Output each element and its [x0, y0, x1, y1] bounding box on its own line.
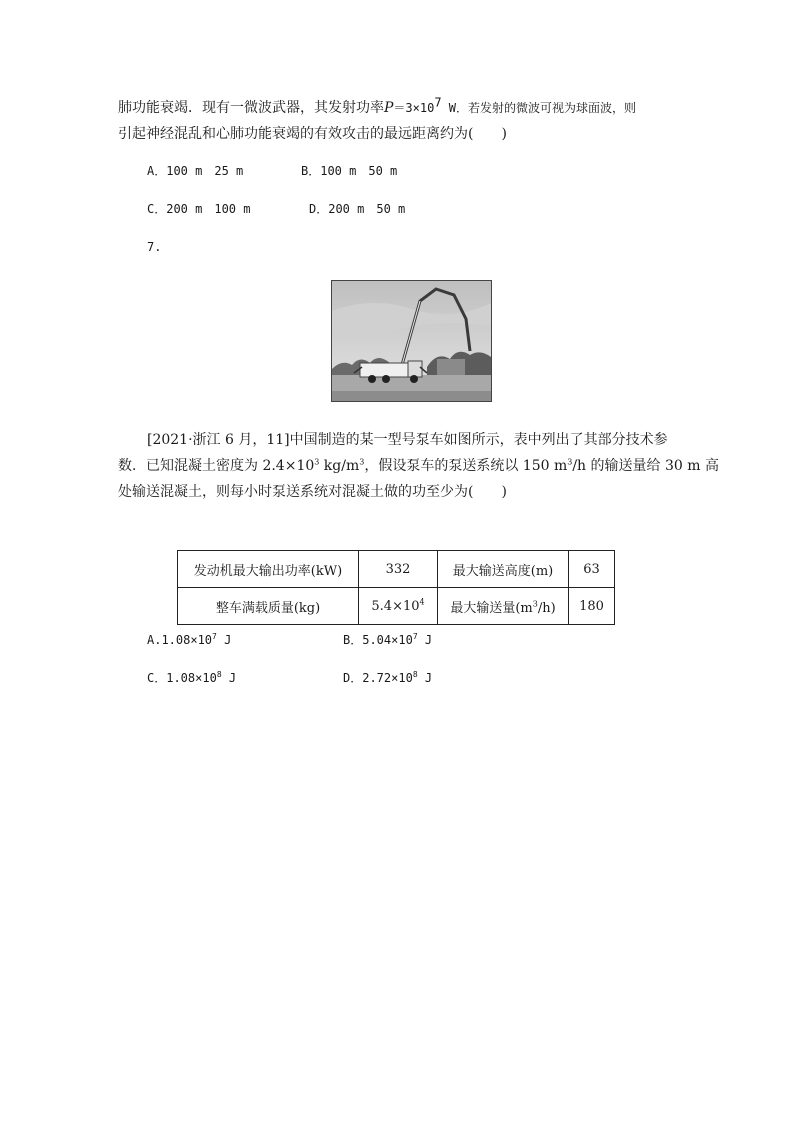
- q7-density-unit-exponent: 3: [359, 457, 365, 467]
- q6-text-line2: 引起神经混乱和心肺功能衰竭的有效攻击的最远距离约为( ): [118, 126, 507, 142]
- q7-density: 数．已知混凝土密度为 2.4×10: [118, 458, 315, 474]
- table-cell: 最大输送高度(m): [438, 551, 569, 588]
- table-row: [178, 551, 615, 588]
- q7-text-line2: [118, 456, 719, 476]
- q6-power-exponent: 7: [434, 95, 442, 110]
- q6-option-a: A．100 m 25 m: [147, 164, 244, 178]
- q7-option-a-exponent: 7: [212, 632, 217, 641]
- q7-option-d-exponent: 8: [412, 670, 418, 679]
- q6-option-b: B．100 m 50 m: [301, 164, 398, 178]
- q7-option-c-exponent: 8: [216, 670, 222, 679]
- table-cell: 整车满载质量(kg): [178, 588, 359, 625]
- q7-option-b-value: B．5.04×10: [343, 633, 413, 647]
- q7-option-a-value: A.1.08×10: [147, 633, 213, 647]
- q6-text-line1: [118, 95, 637, 118]
- q6-power-variable: P: [384, 100, 394, 116]
- max-delivery-label: 最大输送量(m: [450, 600, 533, 616]
- q7-option-d: [343, 669, 432, 687]
- table-cell: 发动机最大输出功率(kW): [178, 551, 359, 588]
- technical-parameters-table: [177, 550, 615, 625]
- q6-line1-part-b: W．若发射的微波可视为球面波，则: [441, 101, 637, 115]
- q7-height: /h 的输送量给 30 m 高: [572, 458, 719, 474]
- q7-option-c-unit: J: [221, 671, 237, 685]
- table-cell: 332: [359, 551, 438, 588]
- full-load-mass-exponent: 4: [419, 597, 425, 607]
- q7-option-b-exponent: 7: [412, 632, 418, 641]
- q6-line1-part-a: 肺功能衰竭．现有一微波武器，其发射功率: [118, 100, 384, 116]
- table-cell: [438, 588, 569, 625]
- q7-option-d-unit: J: [417, 671, 433, 685]
- q7-text-line3: 处输送混凝土，则每小时泵送系统对混凝土做的功至少为( ): [118, 484, 507, 500]
- q7-text-line1: [2021·浙江 6 月，11]中国制造的某一型号泵车如图所示，表中列出了其部分技术参: [147, 432, 668, 448]
- pump-truck-photo: [331, 280, 492, 402]
- q6-option-d: D．200 m 50 m: [309, 202, 406, 216]
- q7-option-d-value: D．2.72×10: [343, 671, 413, 685]
- q7-option-c-value: C．1.08×10: [147, 671, 217, 685]
- q7-option-b-unit: J: [417, 633, 433, 647]
- q7-option-a: [147, 631, 231, 649]
- q6-power-value: ＝3×10: [393, 101, 435, 115]
- table-row: [178, 588, 615, 625]
- q7-flow-rate-exponent: 3: [567, 457, 573, 467]
- full-load-mass-value: 5.4×10: [371, 598, 420, 614]
- max-delivery-unit: /h): [537, 600, 556, 616]
- q7-option-a-unit: J: [216, 633, 232, 647]
- q7-density-unit: kg/m: [319, 458, 360, 474]
- table-cell: [359, 588, 438, 625]
- max-delivery-exponent: 3: [532, 599, 538, 609]
- q7-option-c: [147, 669, 236, 687]
- q7-flow-rate: ，假设泵车的泵送系统以 150 m: [364, 458, 568, 474]
- table-cell: 63: [569, 551, 615, 588]
- q7-density-exponent: 3: [314, 457, 320, 467]
- pump-truck-image: [332, 281, 491, 401]
- table-cell: 180: [569, 588, 615, 625]
- q6-option-c: C．200 m 100 m: [147, 202, 251, 216]
- q7-number: 7.: [147, 240, 162, 254]
- q7-option-b: [343, 631, 432, 649]
